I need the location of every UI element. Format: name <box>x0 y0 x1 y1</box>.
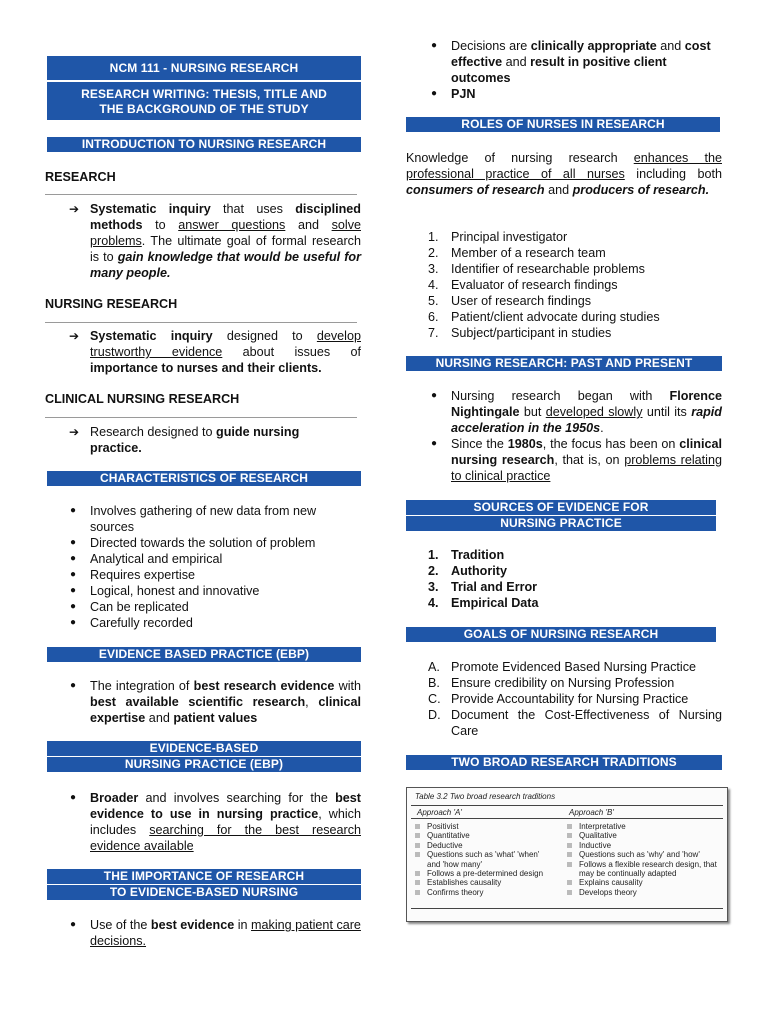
term: clinical expertise <box>90 695 362 725</box>
item-text: Principal investigator <box>451 230 568 244</box>
table-item <box>413 850 545 869</box>
item-text: Questions such as 'why' and 'how' <box>579 850 700 860</box>
table-caption: Table 3.2 Two broad research traditions <box>415 792 556 801</box>
importance-bar-line-1: THE IMPORTANCE OF RESEARCH <box>47 869 361 885</box>
text: Nursing research began with <box>451 389 670 403</box>
bullet-icon: ● <box>431 40 438 51</box>
text: about issues of <box>222 345 362 359</box>
text: and <box>656 39 685 53</box>
square-bullet-icon <box>415 843 420 848</box>
item-text: Establishes causality <box>427 878 502 888</box>
roles-bar <box>406 117 720 132</box>
term: guide nursing practice. <box>90 425 300 455</box>
item-text: Trial and Error <box>451 580 538 594</box>
ebp-list <box>45 678 361 726</box>
subtitle-line-2: THE BACKGROUND OF THE STUDY <box>99 102 309 116</box>
ebnp-list <box>45 790 361 854</box>
list-item <box>406 325 722 341</box>
square-bullet-icon <box>567 833 572 838</box>
item-text: Carefully recorded <box>90 616 193 630</box>
item-letter: D. <box>428 708 441 722</box>
ebnp-bar-line-2: NURSING PRACTICE (EBP) <box>124 757 284 771</box>
item-letter: C. <box>428 692 441 706</box>
square-bullet-icon <box>567 852 572 857</box>
roles-bar-text: ROLES OF NURSES IN RESEARCH <box>461 117 665 131</box>
underlined-text: solve problems <box>90 218 361 248</box>
item-number: 1. <box>428 230 439 244</box>
term: result in positive client outcomes <box>451 55 667 85</box>
item-text: Interpretative <box>579 822 626 831</box>
divider <box>45 417 357 418</box>
text: with <box>334 679 361 693</box>
table-item <box>413 878 563 887</box>
text: , which includes <box>90 807 361 837</box>
list-item <box>406 293 722 309</box>
term: 1980s <box>507 437 543 451</box>
list-item <box>45 551 345 567</box>
table-item <box>413 869 563 878</box>
item-text: Ensure credibility on Nursing Profession <box>451 676 675 690</box>
item-text: Follows a flexible research design, that may be continually adapted <box>579 859 717 879</box>
item-text: Patient/client advocate during studies <box>451 310 660 324</box>
term: best evidence to use in nursing practice <box>90 791 361 821</box>
table-item <box>565 831 723 840</box>
sources-list <box>406 547 722 611</box>
table-rule <box>411 805 723 806</box>
list-item <box>45 615 345 631</box>
text: and <box>502 55 531 69</box>
ebp-bar <box>47 647 361 662</box>
item-text: Inductive <box>579 840 612 850</box>
item-number: 6. <box>428 310 439 324</box>
bullet-icon: ● <box>70 680 77 691</box>
list-item <box>45 678 361 726</box>
ebp-bar-text: EVIDENCE BASED PRACTICE (EBP) <box>98 647 310 661</box>
item-text: Identifier of researchable problems <box>451 262 645 276</box>
text: including both <box>624 167 722 181</box>
sources-bar-line-1: SOURCES OF EVIDENCE FOR <box>406 500 716 516</box>
list-item <box>406 547 722 563</box>
term: best evidence <box>150 918 235 932</box>
text: and <box>544 183 573 197</box>
text: , that is, on <box>554 453 625 467</box>
ebnp-bar-line-1: EVIDENCE-BASED <box>47 741 361 757</box>
text: but <box>519 405 546 419</box>
square-bullet-icon <box>567 824 572 829</box>
square-bullet-icon <box>567 880 572 885</box>
term: clinical nursing research <box>451 437 722 467</box>
term: patient values <box>173 711 258 725</box>
item-text: Questions such as 'what' 'when' and 'how many' <box>427 850 540 869</box>
past-list <box>406 388 722 484</box>
characteristics-bar-text: CHARACTERISTICS OF RESEARCH <box>99 471 309 485</box>
bullet-icon: ● <box>70 919 77 930</box>
item-text: Tradition <box>451 548 505 562</box>
emphasis: rapid acceleration in the 1950s <box>451 405 722 435</box>
list-item <box>406 86 722 102</box>
item-text: Document the Cost-Effectiveness of Nursing Care <box>451 708 722 738</box>
table-rule <box>411 818 723 819</box>
bullet-icon: ● <box>431 390 438 401</box>
square-bullet-icon <box>567 890 572 895</box>
text: , <box>305 695 319 709</box>
decisions-list <box>406 38 722 102</box>
emphasis: producers of research. <box>572 183 710 197</box>
underlined-text: problems relating to clinical practice <box>451 453 722 483</box>
importance-bar-line-2: TO EVIDENCE-BASED NURSING <box>109 885 299 899</box>
list-item <box>406 659 722 675</box>
text: Use of the <box>90 918 151 932</box>
item-number: 3. <box>428 580 439 594</box>
clinical-heading: CLINICAL NURSING RESEARCH <box>45 392 240 406</box>
term: importance to nurses and their clients. <box>90 361 322 375</box>
list-item <box>406 691 722 707</box>
table-item <box>413 822 563 831</box>
characteristics-bar <box>47 471 361 486</box>
item-number: 2. <box>428 246 439 260</box>
goals-bar <box>406 627 716 642</box>
table-item <box>413 888 563 897</box>
column-b-list <box>565 822 723 897</box>
square-bullet-icon <box>415 880 420 885</box>
past-bar-text: NURSING RESEARCH: PAST AND PRESENT <box>435 356 693 370</box>
bullet-icon: ● <box>70 585 77 596</box>
item-text: Requires expertise <box>90 568 195 582</box>
item-text: Evaluator of research findings <box>451 278 618 292</box>
subtitle-line-1: RESEARCH WRITING: THESIS, TITLE AND <box>81 87 327 101</box>
item-text: Qualitative <box>579 831 617 841</box>
title-bar <box>47 56 361 80</box>
importance-bar <box>47 869 361 900</box>
text: Since the <box>451 437 508 451</box>
term: clinically appropriate <box>530 39 657 53</box>
text: in <box>234 918 252 932</box>
intro-bar <box>47 137 361 152</box>
emphasis: consumers of research <box>406 183 545 197</box>
item-text: Quantitative <box>427 831 470 841</box>
nursing-research-heading: NURSING RESEARCH <box>45 297 178 311</box>
divider <box>45 322 357 323</box>
term: Broader <box>90 791 139 805</box>
sources-bar <box>406 500 716 531</box>
item-text: Promote Evidenced Based Nursing Practice <box>451 660 697 674</box>
square-bullet-icon <box>567 843 572 848</box>
bullet-icon: ● <box>70 537 77 548</box>
bullet-icon: ● <box>70 505 77 516</box>
item-text: Logical, honest and innovative <box>90 584 260 598</box>
nursing-research-definition <box>69 328 361 376</box>
item-number: 7. <box>428 326 439 340</box>
characteristics-list <box>45 503 345 631</box>
item-letter: A. <box>428 660 440 674</box>
item-text: Confirms theory <box>427 887 484 897</box>
text: and <box>145 711 174 725</box>
sources-bar-line-2: NURSING PRACTICE <box>500 516 622 530</box>
importance-list <box>45 917 361 949</box>
list-item <box>406 579 722 595</box>
item-number: 4. <box>428 596 439 610</box>
bullet-icon: ● <box>70 553 77 564</box>
list-item <box>406 388 722 436</box>
list-item <box>45 535 345 551</box>
underlined-text: enhances the professional practice of all nurses <box>406 151 722 181</box>
list-item <box>45 503 345 535</box>
item-text: Explains causality <box>579 878 643 888</box>
item-text: Authority <box>451 564 507 578</box>
arrow-icon: ➔ <box>69 202 80 216</box>
roles-list <box>406 229 722 341</box>
item-letter: B. <box>428 676 440 690</box>
item-text: Positivist <box>427 822 459 831</box>
item-text: User of research findings <box>451 294 591 308</box>
item-text: Member of a research team <box>451 246 606 260</box>
item-text: Provide Accountability for Nursing Practice <box>451 692 689 706</box>
text: , the focus has been on <box>542 437 680 451</box>
square-bullet-icon <box>415 890 420 895</box>
goals-list <box>406 659 722 739</box>
arrow-icon: ➔ <box>69 425 80 439</box>
text: and <box>285 218 332 232</box>
list-item <box>406 436 722 484</box>
list-item <box>406 707 722 739</box>
list-item <box>406 595 722 611</box>
table-item <box>565 888 723 897</box>
term: PJN <box>451 87 476 101</box>
item-text: Follows a pre-determined design <box>427 869 544 879</box>
table-item <box>565 860 723 879</box>
goals-bar-text: GOALS OF NURSING RESEARCH <box>463 627 659 641</box>
item-number: 2. <box>428 564 439 578</box>
text: Knowledge of nursing research <box>406 151 634 165</box>
emphasis: gain knowledge that would be useful for many people. <box>90 250 361 280</box>
item-text: Involves gathering of new data from new sources <box>90 504 317 534</box>
column-a-header: Approach 'A' <box>417 808 462 817</box>
research-heading: RESEARCH <box>45 170 116 184</box>
term: Systematic inquiry <box>90 329 213 343</box>
bullet-icon: ● <box>431 88 438 99</box>
underlined-text: develop trustworthy evidence <box>90 329 361 359</box>
bullet-icon: ● <box>431 438 438 449</box>
square-bullet-icon <box>415 824 420 829</box>
bullet-icon: ● <box>70 569 77 580</box>
roles-intro <box>406 150 722 198</box>
table-item <box>413 831 563 840</box>
list-item <box>406 309 722 325</box>
item-text: Analytical and empirical <box>90 552 223 566</box>
item-text: Deductive <box>427 840 463 850</box>
list-item <box>406 277 722 293</box>
clinical-definition <box>69 424 329 456</box>
past-bar <box>406 356 722 371</box>
item-text: Can be replicated <box>90 600 189 614</box>
item-text: Subject/participant in studies <box>451 326 612 340</box>
bullet-icon: ● <box>70 617 77 628</box>
table-item <box>565 850 723 859</box>
square-bullet-icon <box>415 852 420 857</box>
text: Research designed to <box>90 425 217 439</box>
title-text: NCM 111 - NURSING RESEARCH <box>109 61 299 75</box>
arrow-icon: ➔ <box>69 329 80 343</box>
square-bullet-icon <box>415 833 420 838</box>
item-text: Develops theory <box>579 887 637 897</box>
text: . The ultimate goal of formal research is to <box>90 234 361 264</box>
text: and involves searching for the <box>138 791 336 805</box>
underlined-text: making patient care decisions. <box>90 918 361 948</box>
ebnp-bar <box>47 741 361 772</box>
item-text: Directed towards the solution of problem <box>90 536 316 550</box>
item-number: 3. <box>428 262 439 276</box>
square-bullet-icon <box>415 871 420 876</box>
intro-bar-text: INTRODUCTION TO NURSING RESEARCH <box>81 137 327 151</box>
term: cost effective <box>451 39 711 69</box>
list-item <box>45 599 345 615</box>
text: until its <box>642 405 692 419</box>
list-item <box>45 790 361 854</box>
square-bullet-icon <box>567 862 572 867</box>
item-number: 1. <box>428 548 439 562</box>
list-item <box>406 261 722 277</box>
research-traditions-table <box>406 787 728 922</box>
bullet-icon: ● <box>70 601 77 612</box>
bullet-icon: ● <box>70 792 77 803</box>
text: The integration of <box>90 679 194 693</box>
list-item <box>406 675 722 691</box>
list-item <box>406 229 722 245</box>
table-item <box>565 841 723 850</box>
list-item <box>45 567 345 583</box>
term: best available scientific research <box>90 695 306 709</box>
text: to <box>142 218 179 232</box>
column-b-header: Approach 'B' <box>569 808 614 817</box>
divider <box>45 194 357 195</box>
table-item <box>413 841 563 850</box>
underlined-text: developed slowly <box>545 405 643 419</box>
item-number: 4. <box>428 278 439 292</box>
table-item <box>565 822 723 831</box>
text: designed to <box>212 329 317 343</box>
item-text: Empirical Data <box>451 596 539 610</box>
term: best research evidence <box>193 679 335 693</box>
research-definition <box>69 201 361 281</box>
text: Decisions are <box>451 39 531 53</box>
text: . <box>600 421 604 435</box>
list-item <box>406 38 722 86</box>
list-item <box>406 245 722 261</box>
underlined-text: answer questions <box>178 218 286 232</box>
list-item <box>406 563 722 579</box>
list-item <box>45 583 345 599</box>
list-item <box>45 917 361 949</box>
item-number: 5. <box>428 294 439 308</box>
underlined-text: searching for the best research evidence available <box>90 823 361 853</box>
text: that uses <box>210 202 296 216</box>
subtitle-bar <box>47 82 361 120</box>
traditions-bar <box>406 755 722 770</box>
table-rule <box>411 908 723 909</box>
term: disciplined methods <box>90 202 361 232</box>
term: Florence Nightingale <box>451 389 722 419</box>
traditions-bar-text: TWO BROAD RESEARCH TRADITIONS <box>451 755 677 769</box>
table-item <box>565 878 723 887</box>
term: Systematic inquiry <box>90 202 211 216</box>
column-a-list <box>413 822 563 897</box>
